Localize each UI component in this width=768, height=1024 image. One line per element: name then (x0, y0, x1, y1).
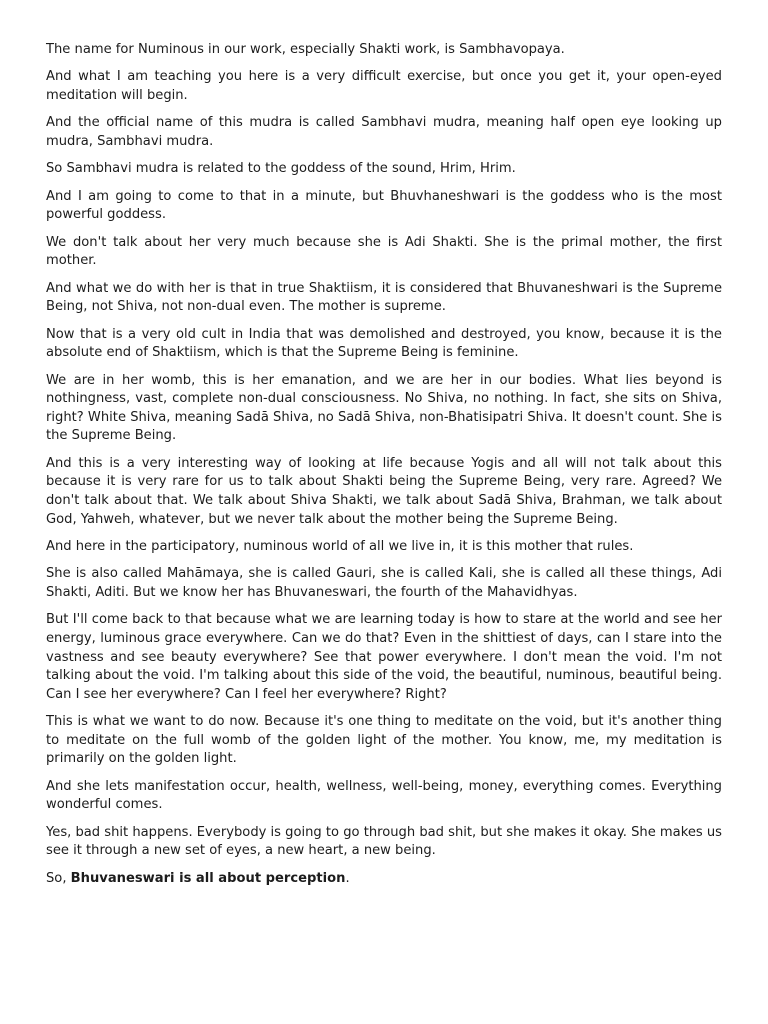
paragraph: And this is a very interesting way of looking at life because Yogis and all will not talk about this because it is very rare for us to talk about Shakti being the Supreme Being, very rare. Agreed? We don't talk about that. We talk about Shiva Shakti, we talk about Sadā Shiva, Brahman, we talk about God, Yahweh, whatever, but we never talk about the mother being the Supreme Being. (46, 455, 722, 527)
document-page (46, 41, 722, 897)
paragraph: And I am going to come to that in a minute, but Bhuvhaneshwari is the goddess who is the most powerful goddess. (46, 188, 722, 223)
closing-prefix: So, (46, 870, 71, 886)
paragraph: And here in the participatory, numinous world of all we live in, it is this mother that rules. (46, 539, 634, 555)
closing-emphasis: Bhuvaneswari is all about perception (70, 870, 346, 886)
paragraph: So Sambhavi mudra is related to the goddess of the sound, Hrim, Hrim. (46, 161, 516, 177)
paragraph: We are in her womb, this is her emanation, and we are her in our bodies. What lies beyond is nothingness, vast, complete non-dual consciousness. No Shiva, no nothing. In fact, she sits on Shiva, right? White Shiva, meaning Sadā Shiva, no Sadā Shiva, non-Bhatisipatri Shiva. It doesn't count. She is the Supreme Being. (46, 372, 722, 444)
paragraph: Yes, bad shit happens. Everybody is going to go through bad shit, but she makes it okay. She makes us see it through a new set of eyes, a new heart, a new being. (46, 824, 722, 859)
paragraph: And what I am teaching you here is a very difficult exercise, but once you get it, your open-eyed meditation will begin. (46, 69, 722, 103)
paragraph: The name for Numinous in our work, especially Shakti work, is Sambhavopaya. (46, 42, 565, 57)
closing-suffix: . (345, 870, 350, 886)
paragraph: She is also called Mahāmaya, she is called Gauri, she is called Kali, she is called all these things, Adi Shakti, Aditi. But we know her has Bhuvaneswari, the fourth of the Mahavidhyas. (46, 566, 722, 601)
paragraph: But I'll come back to that because what we are learning today is how to stare at the world and see her energy, luminous grace everywhere. Can we do that? Even in the shittiest of days, can I stare into the vastness and see beauty everywhere? See that power everywhere. I don't mean the void. I'm not talking about the void. I'm talking about this side of the void, the beautiful, numinous, beautiful being. Can I see her everywhere? Can I feel her everywhere? Right? (46, 612, 722, 702)
paragraph: This is what we want to do now. Because it's one thing to meditate on the void, but it's another thing to meditate on the full womb of the golden light of the mother. You know, me, my meditation is primarily on the golden light. (46, 714, 722, 767)
paragraph: And she lets manifestation occur, health, wellness, well-being, money, everything comes. Everything wonderful comes. (46, 778, 722, 813)
paragraph: We don't talk about her very much because she is Adi Shakti. She is the primal mother, the first mother. (46, 234, 722, 269)
paragraph: And what we do with her is that in true Shaktiism, it is considered that Bhuvaneshwari is the Supreme Being, not Shiva, not non-dual even. The mother is supreme. (46, 280, 722, 315)
paragraph: And the official name of this mudra is called Sambhavi mudra, meaning half open eye looking up mudra, Sambhavi mudra. (46, 115, 722, 149)
paragraph: Now that is a very old cult in India that was demolished and destroyed, you know, because it is the absolute end of Shaktiism, which is that the Supreme Being is feminine. (46, 326, 722, 361)
closing-paragraph (46, 870, 722, 889)
